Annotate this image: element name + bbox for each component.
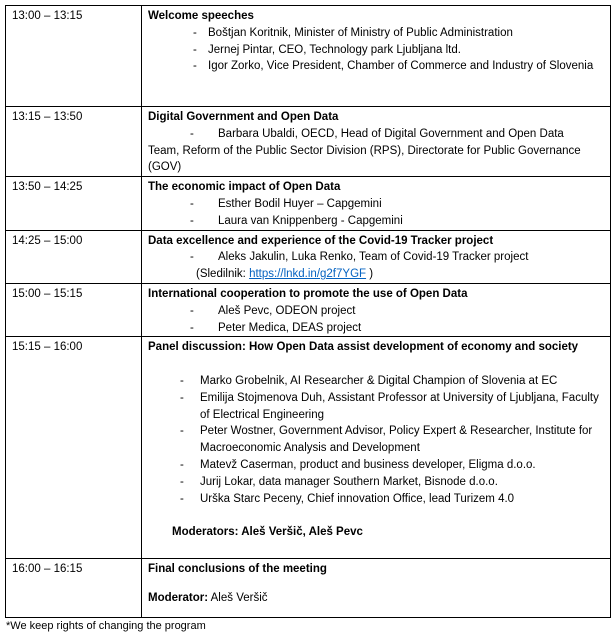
session-time: 13:15 – 13:50 bbox=[6, 107, 142, 177]
spacer bbox=[148, 356, 604, 373]
speaker: Aleks Jakulin, Luka Renko, Team of Covid-19 Tracker project bbox=[218, 251, 529, 264]
list-item bbox=[148, 249, 604, 266]
spacer bbox=[148, 578, 604, 590]
session-title: International cooperation to promote the use of Open Data bbox=[148, 287, 468, 300]
speaker: Matevž Caserman, product and business developer, Eligma d.o.o. bbox=[200, 458, 536, 471]
list-item bbox=[148, 457, 604, 474]
list-item bbox=[148, 320, 604, 337]
moderator-label: Moderator: bbox=[148, 592, 209, 605]
list-item bbox=[148, 42, 604, 59]
speaker-first-line: Barbara Ubaldi, OECD, Head of Digital Government and Open Data bbox=[218, 127, 564, 140]
session-title: The economic impact of Open Data bbox=[148, 181, 341, 194]
speaker: Esther Bodil Huyer – Capgemini bbox=[218, 197, 382, 210]
dash-bullet: - bbox=[193, 43, 197, 56]
dash-bullet: - bbox=[180, 374, 184, 387]
speaker: Marko Grobelnik, AI Researcher & Digital Champion of Slovenia at EC bbox=[200, 374, 558, 387]
session-title: Welcome speeches bbox=[148, 10, 254, 22]
session-title: Data excellence and experience of the Covid-19 Tracker project bbox=[148, 234, 494, 247]
session-row bbox=[6, 177, 611, 230]
session-time: 15:15 – 16:00 bbox=[6, 337, 142, 559]
session-content bbox=[142, 6, 611, 107]
list-item bbox=[148, 373, 604, 390]
dash-bullet: - bbox=[180, 391, 184, 404]
dash-bullet: - bbox=[190, 251, 194, 264]
list-item bbox=[148, 25, 604, 42]
list-item bbox=[148, 491, 604, 508]
dash-bullet: - bbox=[180, 475, 184, 488]
session-row bbox=[6, 6, 611, 107]
list-item bbox=[148, 303, 604, 320]
speaker-continued: Team, Reform of the Public Sector Division (RPS), Directorate for Public Governance (GOV) bbox=[148, 144, 581, 174]
session-title: Panel discussion: How Open Data assist development of economy and society bbox=[148, 341, 579, 354]
speaker: Laura van Knippenberg - Capgemini bbox=[218, 214, 403, 227]
session-time: 15:00 – 15:15 bbox=[6, 283, 142, 336]
dash-bullet: - bbox=[190, 197, 194, 210]
session-time: 16:00 – 16:15 bbox=[6, 559, 142, 618]
speaker: Aleš Pevc, ODEON project bbox=[218, 304, 356, 317]
speaker: Emilija Stojmenova Duh, Assistant Professor at University of Ljubljana, Faculty of Electrical Engineering bbox=[200, 391, 599, 421]
list-item bbox=[148, 390, 604, 424]
moderator-name: Aleš Veršič bbox=[208, 592, 268, 605]
dash-bullet: - bbox=[180, 492, 184, 505]
list-item bbox=[148, 126, 604, 176]
agenda-table bbox=[5, 5, 611, 618]
list-item bbox=[148, 196, 604, 213]
list-item bbox=[148, 213, 604, 230]
session-content bbox=[142, 230, 611, 283]
speaker: Boštjan Koritnik, Minister of Ministry of Public Administration bbox=[208, 26, 513, 39]
dash-bullet: - bbox=[180, 458, 184, 471]
session-content bbox=[142, 559, 611, 618]
list-item bbox=[148, 474, 604, 491]
session-row bbox=[6, 107, 611, 177]
spacer bbox=[148, 507, 604, 524]
dash-bullet: - bbox=[190, 304, 194, 317]
session-content bbox=[142, 107, 611, 177]
speaker: Jernej Pintar, CEO, Technology park Ljubljana ltd. bbox=[208, 43, 461, 56]
session-time: 14:25 – 15:00 bbox=[6, 230, 142, 283]
moderators: Moderators: Aleš Veršič, Aleš Pevc bbox=[172, 526, 363, 539]
link-prefix: (Sledilnik: bbox=[196, 268, 250, 281]
session-content bbox=[142, 337, 611, 559]
dash-bullet: - bbox=[190, 321, 194, 334]
speaker: Jurij Lokar, data manager Southern Market, Bisnode d.o.o. bbox=[200, 475, 498, 488]
session-row bbox=[6, 283, 611, 336]
session-title: Digital Government and Open Data bbox=[148, 111, 339, 123]
list-item bbox=[148, 58, 604, 75]
speaker: Peter Medica, DEAS project bbox=[218, 321, 362, 334]
dash-bullet: - bbox=[180, 425, 184, 438]
tracker-link-line bbox=[148, 266, 604, 283]
session-title: Final conclusions of the meeting bbox=[148, 563, 327, 576]
session-row bbox=[6, 337, 611, 559]
tracker-link[interactable]: https://lnkd.in/g2f7YGF bbox=[249, 268, 367, 281]
moderator-line bbox=[148, 590, 604, 607]
dash-bullet: - bbox=[190, 214, 194, 227]
session-time: 13:50 – 14:25 bbox=[6, 177, 142, 230]
session-content bbox=[142, 283, 611, 336]
list-item bbox=[148, 423, 604, 457]
speaker: Urška Starc Peceny, Chief innovation Office, lead Turizem 4.0 bbox=[200, 492, 515, 505]
speaker: Peter Wostner, Government Advisor, Policy Expert & Researcher, Institute for Macroeconomic Analysis and Development bbox=[200, 425, 593, 455]
link-suffix: ) bbox=[366, 268, 374, 281]
session-time: 13:00 – 13:15 bbox=[6, 6, 142, 107]
session-content bbox=[142, 177, 611, 230]
dash-bullet: - bbox=[190, 127, 194, 140]
dash-bullet: - bbox=[193, 60, 197, 73]
session-row bbox=[6, 230, 611, 283]
session-row bbox=[6, 559, 611, 618]
speaker: Igor Zorko, Vice President, Chamber of Commerce and Industry of Slovenia bbox=[208, 60, 594, 73]
dash-bullet: - bbox=[193, 26, 197, 39]
footnote: *We keep rights of changing the program bbox=[6, 620, 206, 632]
